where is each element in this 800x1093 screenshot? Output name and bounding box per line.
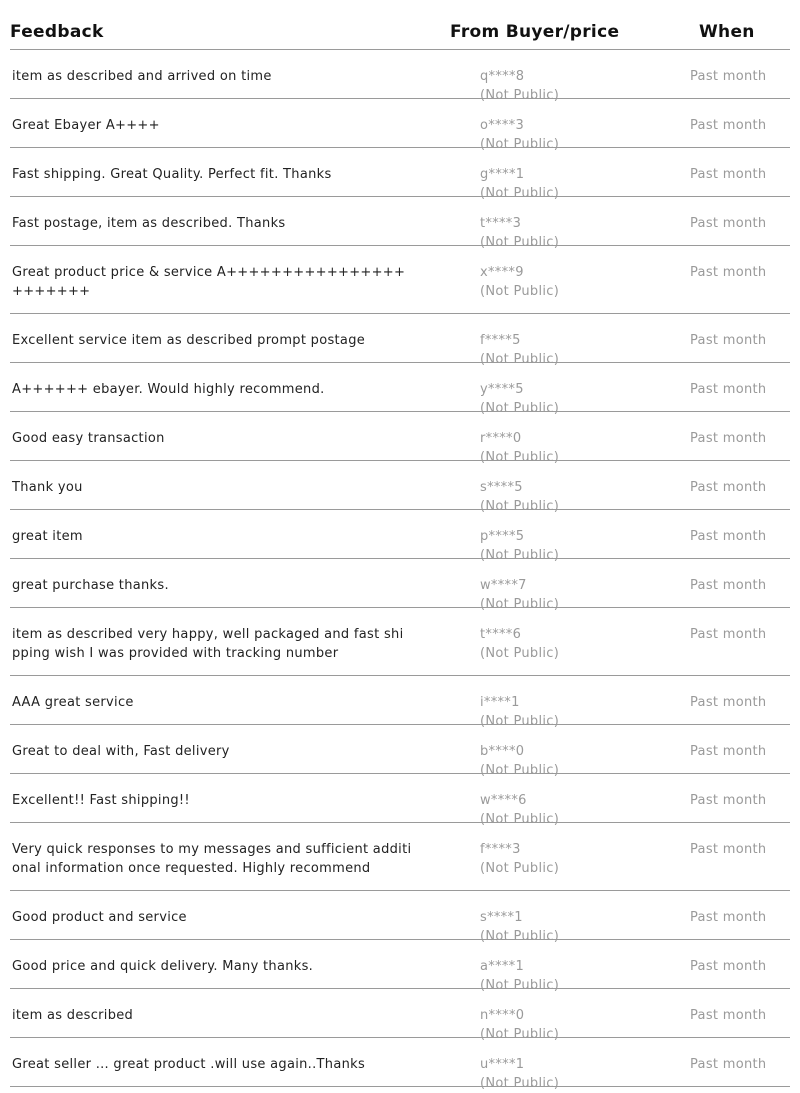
- table-row: [10, 608, 790, 676]
- table-row: [10, 559, 790, 612]
- buyer-visibility: (Not Public): [480, 499, 560, 514]
- feedback-date: Past month: [690, 959, 767, 974]
- feedback-comment: A++++++ ebayer. Would highly recommend.: [12, 382, 325, 397]
- feedback-date: Past month: [690, 842, 767, 857]
- feedback-date: Past month: [690, 333, 767, 348]
- table-row: [10, 99, 790, 152]
- table-row: [10, 940, 790, 993]
- feedback-comment: Good easy transaction: [12, 431, 165, 446]
- buyer-visibility: (Not Public): [480, 548, 560, 563]
- feedback-date: Past month: [690, 480, 767, 495]
- table-row: [10, 725, 790, 778]
- buyer-name: q****8: [480, 69, 525, 84]
- buyer-name: o****3: [480, 118, 525, 133]
- table-row: [10, 148, 790, 201]
- table-row: [10, 1038, 790, 1091]
- feedback-comment: Excellent service item as described prompt postage: [12, 333, 366, 348]
- feedback-date: Past month: [690, 382, 767, 397]
- feedback-date: Past month: [690, 265, 767, 280]
- feedback-comment: great purchase thanks.: [12, 578, 169, 593]
- table-row: [10, 510, 790, 563]
- buyer-name: f****5: [480, 333, 521, 348]
- feedback-date: Past month: [690, 431, 767, 446]
- buyer-info: [480, 625, 559, 663]
- table-row: [10, 197, 790, 250]
- buyer-name: w****7: [480, 578, 527, 593]
- buyer-visibility: (Not Public): [480, 352, 560, 367]
- when-column-header: When: [699, 22, 755, 42]
- buyer-name: r****0: [480, 431, 522, 446]
- table-row: [10, 246, 790, 314]
- feedback-comment: item as described: [12, 1008, 134, 1023]
- feedback-date: Past month: [690, 529, 767, 544]
- feedback-comment: Good price and quick delivery. Many thanks.: [12, 959, 314, 974]
- feedback-comment: Good product and service: [12, 910, 187, 925]
- buyer-name: g****1: [480, 167, 525, 182]
- buyer-name: i****1: [480, 695, 520, 710]
- buyer-name: w****6: [480, 793, 527, 808]
- buyer-name: p****5: [480, 529, 525, 544]
- buyer-name: t****3: [480, 216, 522, 231]
- feedback-date: Past month: [690, 627, 767, 642]
- buyer-column-header: From Buyer/price: [450, 22, 620, 42]
- table-row: [10, 891, 790, 944]
- buyer-info: [480, 1055, 559, 1093]
- buyer-visibility: (Not Public): [480, 812, 560, 827]
- feedback-date: Past month: [690, 744, 767, 759]
- buyer-visibility: (Not Public): [480, 646, 560, 661]
- table-row: [10, 676, 790, 729]
- feedback-date: Past month: [690, 167, 767, 182]
- buyer-name: n****0: [480, 1008, 525, 1023]
- feedback-date: Past month: [690, 910, 767, 925]
- feedback-date: Past month: [690, 695, 767, 710]
- feedback-date: Past month: [690, 1057, 767, 1072]
- buyer-name: s****1: [480, 910, 523, 925]
- feedback-comment: great item: [12, 529, 83, 544]
- table-row: [10, 774, 790, 827]
- buyer-name: s****5: [480, 480, 523, 495]
- buyer-info: [480, 263, 559, 301]
- feedback-comment: Great to deal with, Fast delivery: [12, 744, 230, 759]
- feedback-comment: Fast postage, item as described. Thanks: [12, 216, 286, 231]
- feedback-comment: Fast shipping. Great Quality. Perfect fit. Thanks: [12, 167, 332, 182]
- feedback-comment: Great Ebayer A++++: [12, 118, 160, 133]
- buyer-name: f****3: [480, 842, 521, 857]
- feedback-comment: AAA great service: [12, 695, 134, 710]
- buyer-visibility: (Not Public): [480, 235, 560, 250]
- feedback-comment: Thank you: [12, 480, 83, 495]
- table-row: [10, 461, 790, 514]
- buyer-visibility: (Not Public): [480, 137, 560, 152]
- table-row: [10, 412, 790, 465]
- feedback-date: Past month: [690, 578, 767, 593]
- table-header: [10, 0, 790, 50]
- feedback-date: Past month: [690, 118, 767, 133]
- table-row: [10, 50, 790, 103]
- feedback-date: Past month: [690, 793, 767, 808]
- buyer-name: t****6: [480, 627, 522, 642]
- buyer-visibility: (Not Public): [480, 88, 560, 103]
- buyer-visibility: (Not Public): [480, 284, 560, 299]
- buyer-visibility: (Not Public): [480, 401, 560, 416]
- buyer-name: b****0: [480, 744, 525, 759]
- buyer-name: a****1: [480, 959, 525, 974]
- feedback-comment: Great seller ... great product .will use again..Thanks: [12, 1057, 366, 1072]
- feedback-comment: item as described and arrived on time: [12, 69, 272, 84]
- table-row: [10, 823, 790, 891]
- buyer-visibility: (Not Public): [480, 763, 560, 778]
- table-row: [10, 363, 790, 416]
- table-row: [10, 314, 790, 367]
- buyer-visibility: (Not Public): [480, 861, 560, 876]
- buyer-visibility: (Not Public): [480, 1027, 560, 1042]
- feedback-date: Past month: [690, 216, 767, 231]
- buyer-visibility: (Not Public): [480, 450, 560, 465]
- feedback-column-header: Feedback: [10, 22, 104, 42]
- feedback-comment: Very quick responses to my messages and sufficient additional information once requested. Highly recommend: [12, 842, 412, 876]
- feedback-comment: Excellent!! Fast shipping!!: [12, 793, 190, 808]
- buyer-visibility: (Not Public): [480, 978, 560, 993]
- buyer-name: u****1: [480, 1057, 525, 1072]
- feedback-comment: Great product price & service A+++++++++++++++++++++++: [12, 265, 406, 299]
- feedback-date: Past month: [690, 69, 767, 84]
- buyer-visibility: (Not Public): [480, 597, 560, 612]
- feedback-table: [10, 0, 790, 1091]
- buyer-visibility: (Not Public): [480, 929, 560, 944]
- buyer-name: y****5: [480, 382, 524, 397]
- buyer-visibility: (Not Public): [480, 186, 560, 201]
- table-row: [10, 989, 790, 1042]
- feedback-comment: item as described very happy, well packaged and fast shipping wish I was provided with tracking number: [12, 627, 404, 661]
- buyer-name: x****9: [480, 265, 524, 280]
- buyer-visibility: (Not Public): [480, 1076, 560, 1091]
- buyer-info: [480, 840, 559, 878]
- feedback-date: Past month: [690, 1008, 767, 1023]
- buyer-visibility: (Not Public): [480, 714, 560, 729]
